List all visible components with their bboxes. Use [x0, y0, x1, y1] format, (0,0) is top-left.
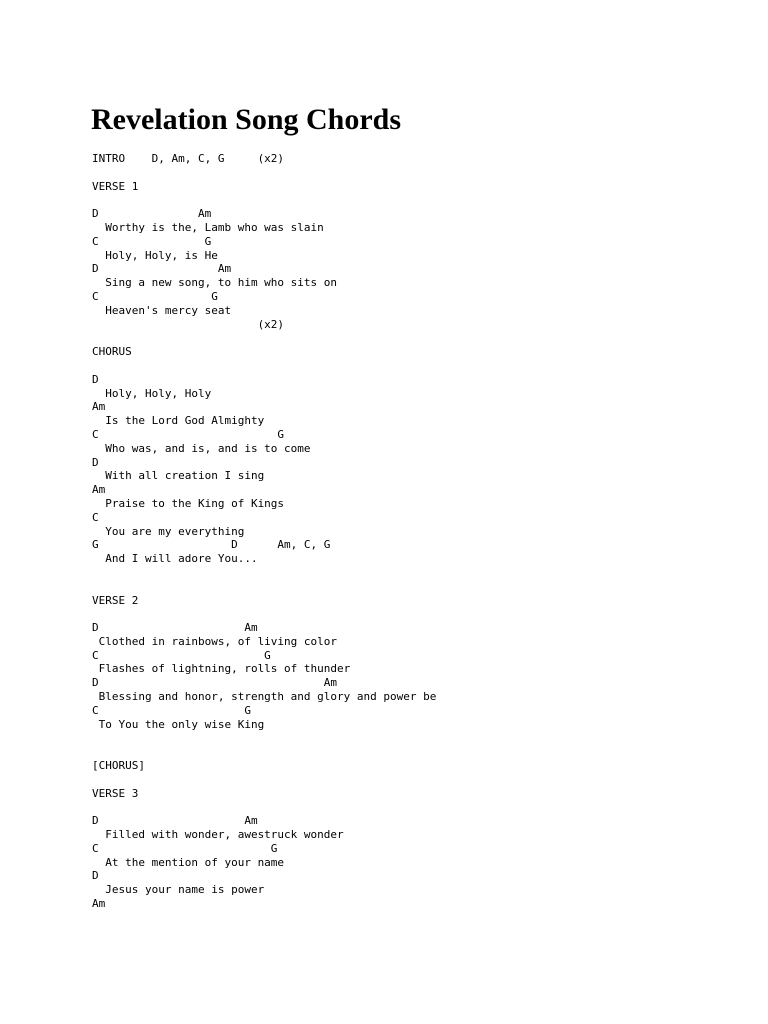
blank-line — [92, 359, 436, 373]
chord-line: G D Am, C, G — [92, 538, 331, 552]
page-title: Revelation Song Chords — [91, 103, 402, 136]
chord-line: C G — [92, 703, 251, 717]
blank-line — [92, 800, 436, 814]
chord-line: D Am — [92, 621, 258, 635]
chord-line: D Am — [92, 676, 338, 690]
blank-line — [92, 607, 436, 621]
chord-line: D Am — [92, 814, 258, 828]
section-heading: CHORUS — [92, 345, 132, 359]
lyric-line: Flashes of lightning, rolls of thunder — [92, 662, 351, 676]
chord-line: C G — [92, 841, 278, 855]
section-heading: [CHORUS] — [92, 759, 145, 773]
section-heading: INTRO D, Am, C, G (x2) — [92, 152, 285, 165]
lyric-line: Holy, Holy, is He — [92, 248, 218, 262]
chord-line: C G — [92, 427, 285, 441]
chord-line: D — [92, 372, 99, 386]
chord-line: C — [92, 510, 99, 524]
lyric-line: Worthy is the, Lamb who was slain — [92, 220, 324, 234]
lyric-line: To You the only wise King — [92, 717, 265, 731]
chord-line: C G — [92, 289, 218, 303]
lyric-line: Sing a new song, to him who sits on — [92, 276, 338, 290]
chord-line: D Am — [92, 207, 212, 221]
chord-line: D — [92, 455, 99, 469]
chord-line: D — [92, 869, 99, 883]
lyric-line: You are my everything — [92, 524, 245, 538]
blank-line — [92, 773, 436, 787]
blank-line — [92, 580, 436, 594]
lyric-line: And I will adore You... — [92, 552, 258, 566]
lyric-line: Heaven's mercy seat — [92, 303, 232, 317]
repeat-marker: (x2) — [92, 317, 285, 331]
chord-line: Am — [92, 483, 106, 497]
blank-line — [92, 166, 436, 180]
lyric-line: With all creation I sing — [92, 469, 265, 483]
chord-line: Am — [92, 400, 106, 414]
lyric-line: Jesus your name is power — [92, 883, 265, 897]
blank-line — [92, 745, 436, 759]
blank-line — [92, 731, 436, 745]
blank-line — [92, 566, 436, 580]
blank-line — [92, 331, 436, 345]
lyric-line: At the mention of your name — [92, 855, 285, 869]
section-heading: VERSE 2 — [92, 593, 139, 607]
chord-line: D Am — [92, 262, 232, 276]
chord-sheet — [92, 152, 436, 911]
lyric-line: Blessing and honor, strength and glory and power be — [92, 690, 437, 704]
lyric-line: Praise to the King of Kings — [92, 496, 285, 510]
lyric-line: Filled with wonder, awestruck wonder — [92, 828, 344, 842]
lyric-line: Clothed in rainbows, of living color — [92, 634, 338, 648]
chord-line: Am — [92, 897, 106, 911]
lyric-line: Holy, Holy, Holy — [92, 386, 212, 400]
section-heading: VERSE 1 — [92, 179, 139, 193]
chord-line: C G — [92, 234, 212, 248]
lyric-line: Who was, and is, and is to come — [92, 441, 311, 455]
section-heading: VERSE 3 — [92, 786, 139, 800]
chord-line: C G — [92, 648, 271, 662]
blank-line — [92, 193, 436, 207]
lyric-line: Is the Lord God Almighty — [92, 414, 265, 428]
